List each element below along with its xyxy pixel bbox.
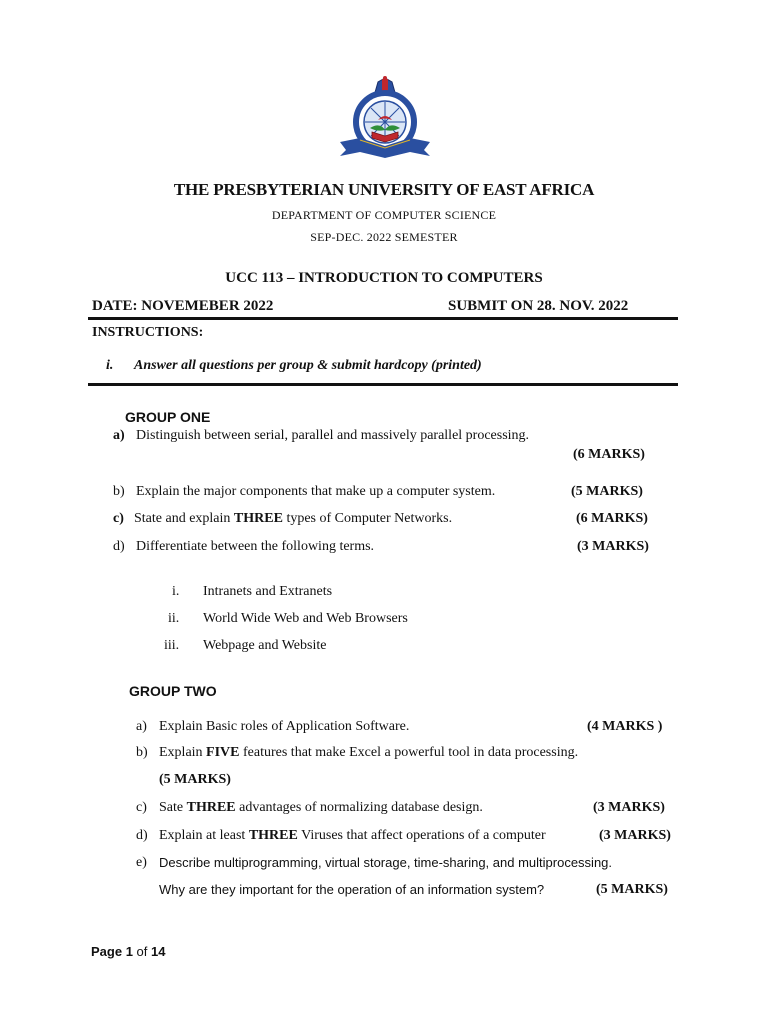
submit-date: SUBMIT ON 28. NOV. 2022: [448, 298, 629, 314]
term-text: World Wide Web and Web Browsers: [203, 611, 408, 626]
question-text-continued: Why are they important for the operation of an information system?: [159, 882, 545, 897]
question-marks: (3 MARKS): [599, 828, 671, 843]
question-text: Explain the major components that make up a computer system.: [136, 484, 496, 499]
question-text-pre: State and explain: [134, 511, 234, 526]
question-label: c): [113, 511, 124, 526]
question-label: d): [136, 828, 148, 843]
question-text: [159, 800, 483, 816]
course-title: UCC 113 – INTRODUCTION TO COMPUTERS: [225, 270, 543, 286]
question-text-post: types of Computer Networks.: [282, 511, 453, 526]
question-text: Differentiate between the following terms.: [136, 539, 375, 554]
term-text: Webpage and Website: [203, 638, 327, 653]
question-label: b): [113, 484, 125, 499]
term-number: iii.: [164, 638, 180, 653]
term-text: Intranets and Extranets: [203, 584, 333, 599]
question-marks: (6 MARKS): [573, 447, 645, 462]
instructions-heading: INSTRUCTIONS:: [92, 325, 204, 340]
question-marks: (5 MARKS): [571, 484, 643, 499]
question-label: e): [136, 855, 147, 870]
divider-top: [88, 317, 678, 320]
question-marks: (3 MARKS): [593, 800, 665, 815]
university-crest-logo: [330, 76, 440, 158]
semester-label: SEP-DEC. 2022 SEMESTER: [310, 230, 458, 244]
question-text: Distinguish between serial, parallel and massively parallel processing.: [136, 428, 530, 443]
question-text-post: advantages of normalizing database design.: [235, 800, 483, 815]
question-emphasis: FIVE: [206, 745, 240, 760]
group-one-heading: GROUP ONE: [125, 409, 211, 425]
university-name: THE PRESBYTERIAN UNIVERSITY OF EAST AFRICA: [173, 180, 595, 199]
term-number: ii.: [168, 611, 180, 626]
question-label: c): [136, 800, 147, 815]
question-text-post: features that make Excel a powerful tool in data processing.: [239, 745, 579, 760]
question-label: a): [136, 719, 147, 734]
question-emphasis: THREE: [186, 800, 236, 815]
question-label: b): [136, 745, 148, 760]
page-current: 1: [125, 944, 133, 959]
question-emphasis: THREE: [248, 828, 298, 843]
page-word: Page: [91, 944, 126, 959]
instruction-number: i.: [106, 358, 114, 373]
question-label: a): [113, 428, 125, 443]
divider-bottom: [88, 383, 678, 386]
question-text-post: Viruses that affect operations of a computer: [297, 828, 546, 843]
question-text-pre: Explain at least: [159, 828, 249, 843]
term-number: i.: [172, 584, 180, 599]
question-marks: (5 MARKS): [159, 772, 231, 787]
question-text: Explain Basic roles of Application Software.: [159, 719, 410, 734]
group-two-heading: GROUP TWO: [129, 683, 217, 699]
question-text: [159, 745, 578, 761]
question-marks: (3 MARKS): [577, 539, 649, 554]
exam-date: DATE: NOVEMEBER 2022: [92, 298, 274, 314]
page-of: of: [132, 944, 151, 959]
page-total: 14: [151, 944, 166, 959]
department-name: DEPARTMENT OF COMPUTER SCIENCE: [271, 208, 497, 222]
question-marks: (5 MARKS): [596, 882, 668, 897]
instruction-text: Answer all questions per group & submit hardcopy (printed): [134, 358, 482, 373]
question-emphasis: THREE: [233, 511, 283, 526]
question-text: Describe multiprogramming, virtual storage, time-sharing, and multiprocessing.: [159, 855, 613, 870]
question-label: d): [113, 539, 125, 554]
question-marks: (4 MARKS ): [587, 719, 663, 734]
question-text-pre: Sate: [159, 800, 187, 815]
question-text-pre: Explain: [159, 745, 207, 760]
question-text: [159, 828, 546, 844]
question-text: [134, 511, 452, 527]
page-number: [91, 944, 165, 959]
question-marks: (6 MARKS): [576, 511, 648, 526]
